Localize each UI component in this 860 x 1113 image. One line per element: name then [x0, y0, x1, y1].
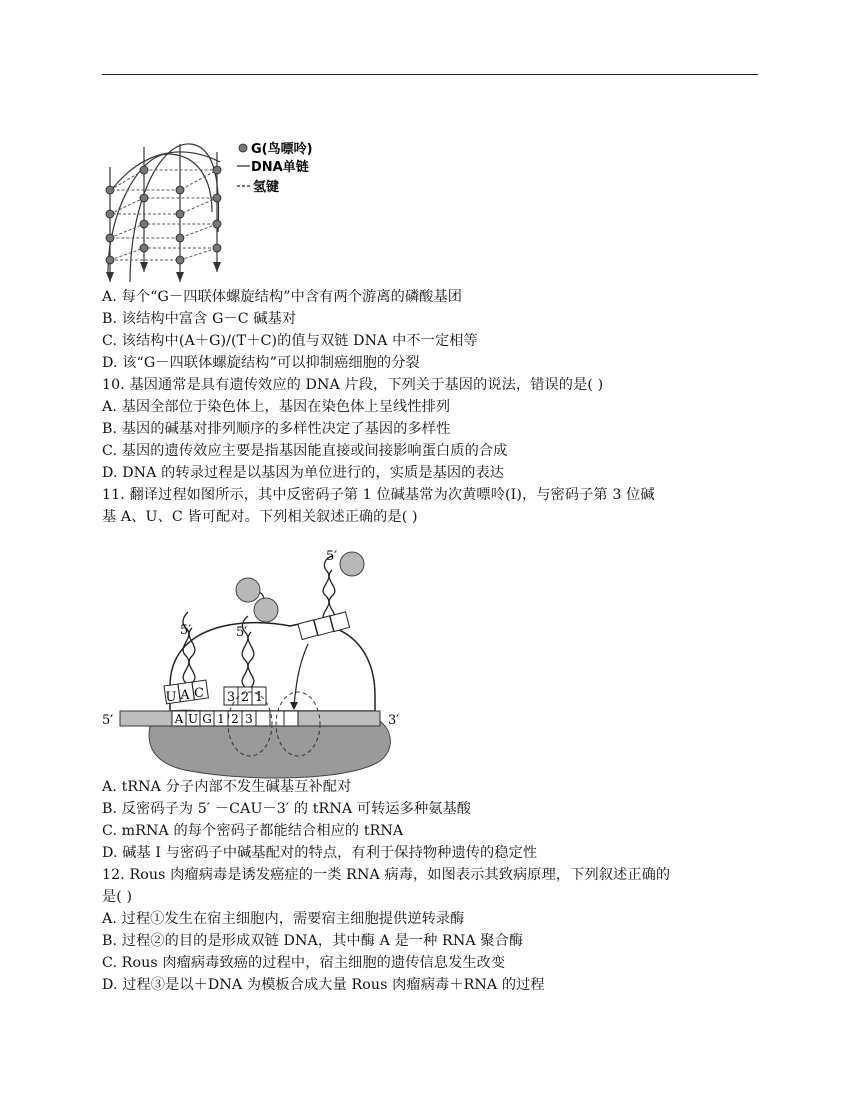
q12-option-c: C. Rous 肉瘤病毒致癌的过程中，宿主细胞的遗传信息发生改变 [102, 955, 506, 971]
label-5prime-left: 5′ [102, 713, 114, 728]
q11-option-c: C. mRNA 的每个密码子都能结合相应的 tRNA [102, 823, 404, 839]
codon-3: 1 [217, 712, 225, 726]
codon-1: U [187, 712, 199, 726]
q12-option-d: D. 过程③是以＋DNA 为模板合成大量 Rous 肉瘤病毒＋RNA 的过程 [102, 977, 545, 993]
codon-4: 2 [231, 712, 239, 726]
label-5prime-trna3: 5′ [326, 549, 338, 564]
codon-5: 3 [245, 712, 253, 726]
q10-option-b: B. 基因的碱基对排列顺序的多样性决定了基因的多样性 [102, 421, 451, 437]
anticodon1-2: C [194, 686, 204, 701]
q10-option-d: D. DNA 的转录过程是以基因为单位进行的，实质是基因的表达 [102, 465, 505, 481]
legend-g-marker [239, 144, 247, 152]
q12-option-b: B. 过程②的目的是形成双链 DNA，其中酶 A 是一种 RNA 聚合酶 [102, 933, 524, 949]
q9-option-c: C. 该结构中(A＋G)/(T＋C)的值与双链 DNA 中不一定相等 [102, 333, 478, 349]
translation-figure [100, 546, 420, 782]
label-5prime-trna1: 5′ [180, 623, 192, 638]
label-5prime-trna2: 5′ [236, 625, 248, 640]
legend-g: G(鸟嘌呤) [251, 142, 313, 157]
label-3prime-right: 3′ [388, 713, 400, 728]
codon-0: A [174, 712, 184, 726]
q12-option-a: A. 过程①发生在宿主细胞内，需要宿主细胞提供逆转录酶 [102, 911, 465, 927]
anticodon1-1: A [180, 688, 190, 703]
codon-2: G [202, 712, 212, 726]
anticodon2-1: 2 [240, 690, 250, 705]
q12-stem-line2: 是( ) [102, 889, 133, 905]
legend-h: 氢键 [253, 180, 280, 195]
anticodon2-0: 3 [226, 690, 236, 705]
q10-option-a: A. 基因全部位于染色体上，基因在染色体上呈线性排列 [102, 399, 451, 415]
q12-stem-line1: 12. Rous 肉瘤病毒是诱发癌症的一类 RNA 病毒，如图表示其致病原理，下列叙述正确的 [102, 867, 671, 883]
g-quadruplex-figure [100, 122, 340, 288]
q10-option-c: C. 基因的遗传效应主要是指基因能直接或间接影响蛋白质的合成 [102, 443, 508, 459]
q11-stem-line1: 11. 翻译过程如图所示，其中反密码子第 1 位碱基常为次黄嘌呤(I)，与密码子第 3 位碱 [102, 487, 655, 503]
q11-option-d: D. 碱基 I 与密码子中碱基配对的特点，有利于保持物种遗传的稳定性 [102, 845, 538, 861]
q11-option-b: B. 反密码子为 5′ －CAU－3′ 的 tRNA 可转运多种氨基酸 [102, 801, 472, 817]
q9-option-b: B. 该结构中富含 G－C 碱基对 [102, 311, 297, 327]
q9-option-a: A. 每个“G－四联体螺旋结构”中含有两个游离的磷酸基团 [102, 289, 463, 305]
q10-stem: 10. 基因通常是具有遗传效应的 DNA 片段，下列关于基因的说法，错误的是( ) [102, 377, 604, 393]
anticodon1-0: U [165, 690, 177, 705]
legend-dna: DNA单链 [251, 160, 309, 175]
anticodon2-2: 1 [254, 690, 264, 705]
q11-stem-line2: 基 A、U、C 皆可配对。下列相关叙述正确的是( ) [102, 509, 418, 525]
q9-option-d: D. 该“G－四联体螺旋结构”可以抑制癌细胞的分裂 [102, 355, 420, 371]
q11-option-a: A. tRNA 分子内部不发生碱基互补配对 [102, 779, 352, 795]
header-rule [102, 74, 758, 75]
